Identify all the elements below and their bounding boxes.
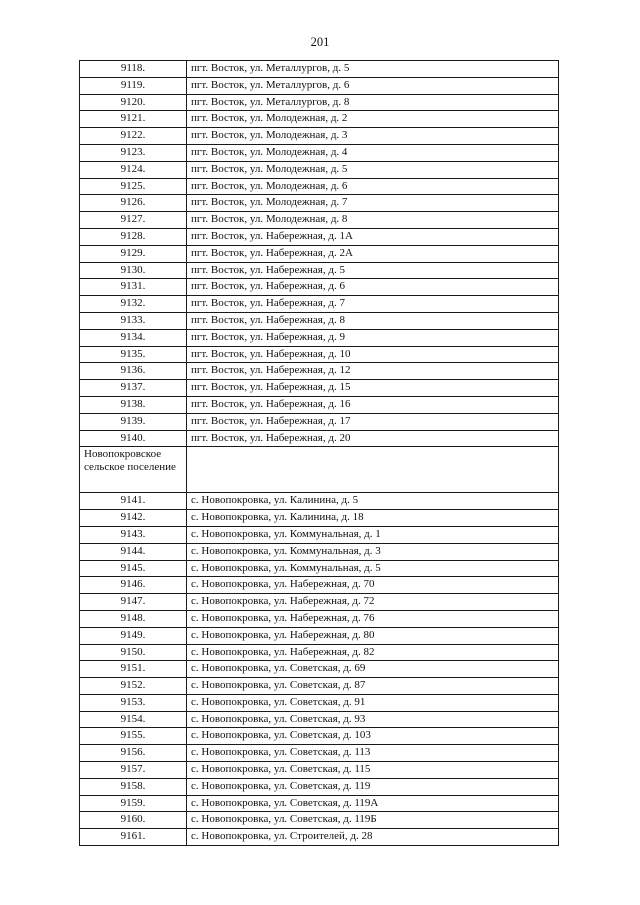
address-table <box>79 60 559 846</box>
row-number: 9133. <box>80 312 187 329</box>
row-number: 9160. <box>80 812 187 829</box>
row-address: с. Новопокровка, ул. Набережная, д. 76 <box>187 610 559 627</box>
row-number: 9146. <box>80 577 187 594</box>
row-number: 9161. <box>80 829 187 846</box>
row-number: 9124. <box>80 161 187 178</box>
row-number: 9121. <box>80 111 187 128</box>
row-address: пгт. Восток, ул. Молодежная, д. 3 <box>187 128 559 145</box>
row-address: пгт. Восток, ул. Молодежная, д. 4 <box>187 144 559 161</box>
row-number: 9127. <box>80 212 187 229</box>
row-address: пгт. Восток, ул. Металлургов, д. 6 <box>187 77 559 94</box>
row-number: 9118. <box>80 61 187 78</box>
row-address: пгт. Восток, ул. Набережная, д. 10 <box>187 346 559 363</box>
table-row <box>80 560 559 577</box>
row-number: 9153. <box>80 694 187 711</box>
row-address: пгт. Восток, ул. Молодежная, д. 5 <box>187 161 559 178</box>
table-row <box>80 526 559 543</box>
row-address: пгт. Восток, ул. Молодежная, д. 7 <box>187 195 559 212</box>
section-label: Новопокровское сельское поселение <box>80 447 187 493</box>
table-row <box>80 661 559 678</box>
row-number: 9123. <box>80 144 187 161</box>
row-number: 9130. <box>80 262 187 279</box>
row-number: 9139. <box>80 413 187 430</box>
table-row <box>80 778 559 795</box>
row-address: пгт. Восток, ул. Набережная, д. 6 <box>187 279 559 296</box>
row-number: 9137. <box>80 380 187 397</box>
table-row <box>80 363 559 380</box>
row-number: 9120. <box>80 94 187 111</box>
row-address: с. Новопокровка, ул. Советская, д. 91 <box>187 694 559 711</box>
row-number: 9126. <box>80 195 187 212</box>
row-number: 9136. <box>80 363 187 380</box>
table-row <box>80 594 559 611</box>
table-row <box>80 111 559 128</box>
row-address: с. Новопокровка, ул. Советская, д. 69 <box>187 661 559 678</box>
row-address: с. Новопокровка, ул. Коммунальная, д. 5 <box>187 560 559 577</box>
row-number: 9119. <box>80 77 187 94</box>
row-number: 9144. <box>80 543 187 560</box>
row-number: 9154. <box>80 711 187 728</box>
table-row <box>80 430 559 447</box>
row-number: 9129. <box>80 245 187 262</box>
row-number: 9131. <box>80 279 187 296</box>
row-address: с. Новопокровка, ул. Набережная, д. 70 <box>187 577 559 594</box>
row-address: пгт. Восток, ул. Молодежная, д. 2 <box>187 111 559 128</box>
row-number: 9128. <box>80 228 187 245</box>
table-row <box>80 161 559 178</box>
row-number: 9140. <box>80 430 187 447</box>
row-address: с. Новопокровка, ул. Коммунальная, д. 3 <box>187 543 559 560</box>
table-row <box>80 745 559 762</box>
table-row <box>80 195 559 212</box>
row-number: 9134. <box>80 329 187 346</box>
table-row <box>80 694 559 711</box>
row-number: 9135. <box>80 346 187 363</box>
row-number: 9145. <box>80 560 187 577</box>
row-number: 9148. <box>80 610 187 627</box>
row-address: с. Новопокровка, ул. Коммунальная, д. 1 <box>187 526 559 543</box>
row-address: с. Новопокровка, ул. Советская, д. 119 <box>187 778 559 795</box>
table-row <box>80 380 559 397</box>
table-row <box>80 728 559 745</box>
row-address: с. Новопокровка, ул. Набережная, д. 72 <box>187 594 559 611</box>
page-number: 201 <box>310 35 330 49</box>
table-row <box>80 296 559 313</box>
row-number: 9142. <box>80 510 187 527</box>
table-row <box>80 577 559 594</box>
row-number: 9141. <box>80 493 187 510</box>
row-address: пгт. Восток, ул. Набережная, д. 12 <box>187 363 559 380</box>
table-row <box>80 312 559 329</box>
table-row <box>80 413 559 430</box>
row-address: пгт. Восток, ул. Молодежная, д. 6 <box>187 178 559 195</box>
row-address: пгт. Восток, ул. Набережная, д. 15 <box>187 380 559 397</box>
row-address: пгт. Восток, ул. Набережная, д. 17 <box>187 413 559 430</box>
row-number: 9157. <box>80 762 187 779</box>
row-address: с. Новопокровка, ул. Советская, д. 115 <box>187 762 559 779</box>
row-number: 9122. <box>80 128 187 145</box>
table-row <box>80 77 559 94</box>
table-row <box>80 144 559 161</box>
table-row <box>80 610 559 627</box>
row-address: пгт. Восток, ул. Молодежная, д. 8 <box>187 212 559 229</box>
table-row <box>80 493 559 510</box>
table-row <box>80 829 559 846</box>
table-row <box>80 644 559 661</box>
row-address: с. Новопокровка, ул. Калинина, д. 18 <box>187 510 559 527</box>
row-address: пгт. Восток, ул. Набережная, д. 16 <box>187 396 559 413</box>
table-row <box>80 543 559 560</box>
table-row <box>80 245 559 262</box>
row-number: 9159. <box>80 795 187 812</box>
row-address: пгт. Восток, ул. Металлургов, д. 5 <box>187 61 559 78</box>
row-number: 9138. <box>80 396 187 413</box>
section-empty-cell <box>187 447 559 493</box>
row-address: с. Новопокровка, ул. Советская, д. 119Б <box>187 812 559 829</box>
row-number: 9149. <box>80 627 187 644</box>
row-number: 9125. <box>80 178 187 195</box>
row-address: с. Новопокровка, ул. Советская, д. 93 <box>187 711 559 728</box>
row-address: пгт. Восток, ул. Набережная, д. 20 <box>187 430 559 447</box>
table-row <box>80 627 559 644</box>
table-row <box>80 510 559 527</box>
row-number: 9156. <box>80 745 187 762</box>
table-row <box>80 212 559 229</box>
table-row <box>80 178 559 195</box>
section-row <box>80 447 559 493</box>
table-row <box>80 396 559 413</box>
row-address: пгт. Восток, ул. Набережная, д. 1А <box>187 228 559 245</box>
row-number: 9143. <box>80 526 187 543</box>
table-row <box>80 228 559 245</box>
table-row <box>80 812 559 829</box>
table-row <box>80 94 559 111</box>
row-address: с. Новопокровка, ул. Калинина, д. 5 <box>187 493 559 510</box>
row-number: 9155. <box>80 728 187 745</box>
row-number: 9158. <box>80 778 187 795</box>
row-address: с. Новопокровка, ул. Строителей, д. 28 <box>187 829 559 846</box>
row-number: 9132. <box>80 296 187 313</box>
table-row <box>80 262 559 279</box>
row-address: с. Новопокровка, ул. Советская, д. 103 <box>187 728 559 745</box>
row-address: с. Новопокровка, ул. Набережная, д. 82 <box>187 644 559 661</box>
table-row <box>80 678 559 695</box>
table-row <box>80 711 559 728</box>
row-address: с. Новопокровка, ул. Советская, д. 113 <box>187 745 559 762</box>
row-address: с. Новопокровка, ул. Советская, д. 87 <box>187 678 559 695</box>
table-row <box>80 61 559 78</box>
address-table-body <box>80 61 559 846</box>
row-number: 9152. <box>80 678 187 695</box>
table-row <box>80 762 559 779</box>
table-row <box>80 128 559 145</box>
row-address: пгт. Восток, ул. Набережная, д. 8 <box>187 312 559 329</box>
row-number: 9151. <box>80 661 187 678</box>
row-address: пгт. Восток, ул. Металлургов, д. 8 <box>187 94 559 111</box>
row-address: пгт. Восток, ул. Набережная, д. 2А <box>187 245 559 262</box>
table-row <box>80 795 559 812</box>
row-number: 9147. <box>80 594 187 611</box>
table-row <box>80 279 559 296</box>
row-address: с. Новопокровка, ул. Набережная, д. 80 <box>187 627 559 644</box>
table-row <box>80 346 559 363</box>
row-number: 9150. <box>80 644 187 661</box>
row-address: с. Новопокровка, ул. Советская, д. 119А <box>187 795 559 812</box>
row-address: пгт. Восток, ул. Набережная, д. 5 <box>187 262 559 279</box>
table-row <box>80 329 559 346</box>
row-address: пгт. Восток, ул. Набережная, д. 7 <box>187 296 559 313</box>
row-address: пгт. Восток, ул. Набережная, д. 9 <box>187 329 559 346</box>
